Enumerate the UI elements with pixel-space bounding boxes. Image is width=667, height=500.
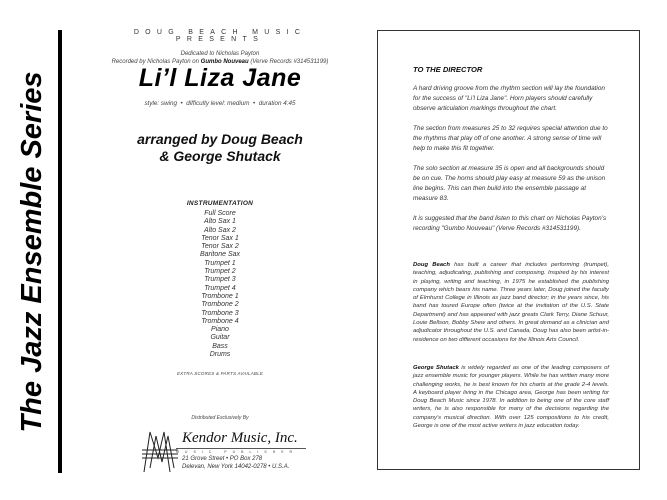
album-name: Gumbo Nouveau xyxy=(200,59,249,65)
bio-text: has built a career that includes performing (trumpet), teaching, adjudicating, publishing and composing. Inspired by his interest in playing, writing and teaching, in 1975 he established the publishing company which bears his name. Three years later, Doug joined the faculty of Elmhurst College in Illinois as jazz band director; in the years since, his band has toured Europe often (twice at the invitation of the U.S. State Department) and has appeared with jazz greats Clark Terry, Diane Schuur, Louie Bellson, Bobby Shew and others. In great demand as a clinician and adjudicator throughout the U.S. and Canada, Doug has also been artist-in-residence on two different occasions for the Illinois Arts Council. xyxy=(413,262,609,343)
distributor-line: Distributed Exclusively By xyxy=(191,415,249,421)
instrument-list xyxy=(90,210,350,359)
instrument-item: Alto Sax 2 xyxy=(204,226,236,234)
instrument-item: Drums xyxy=(209,351,231,359)
instrument-item: Trombone 4 xyxy=(201,317,239,325)
piece-details: style: swing • difficulty level: medium • duration 4:45 xyxy=(144,100,296,107)
instrument-item: Trumpet 1 xyxy=(204,259,236,267)
instrument-item: Trumpet 2 xyxy=(204,268,236,276)
arranger-line-1: arranged by Doug Beach xyxy=(137,131,303,147)
bio-george-shutack xyxy=(413,364,609,430)
publisher-logo xyxy=(140,428,310,474)
kendor-logo-icon xyxy=(140,428,180,474)
instrument-item: Trombone 3 xyxy=(201,309,239,317)
presenter-line: DOUG BEACH MUSIC PRESENTS xyxy=(133,29,307,43)
director-paragraph: It is suggested that the band listen to this chart on Nicholas Payton’s recording "Gumbo Nouveau" (Verve Records #314531199). xyxy=(413,215,607,232)
arranger-credit xyxy=(90,131,350,165)
instrument-item: Guitar xyxy=(210,334,230,342)
recorded-suffix: (Verve Records #314531199) xyxy=(248,59,329,65)
publisher-tagline: MUSIC PUBLISHER xyxy=(176,448,306,454)
publisher-address-2: Delevan, New York 14042-0278 • U.S.A. xyxy=(182,464,290,470)
instrument-item: Tenor Sax 2 xyxy=(201,243,239,251)
recorded-prefix: Recorded by Nicholas Payton on xyxy=(111,59,201,65)
instrument-item: Tenor Sax 1 xyxy=(201,234,239,242)
director-paragraph: The solo section at measure 35 is open and all backgrounds should be on cue. The horns should play easy at measure 59 as the unison line begins. This can then build into the ensemble passage at measure 83. xyxy=(413,165,606,202)
instrumentation-heading: INSTRUMENTATION xyxy=(186,200,254,207)
instrument-item: Baritone Sax xyxy=(199,251,241,259)
arranger-line-2: & George Shutack xyxy=(159,148,281,164)
extra-parts-note: EXTRA SCORES & PARTS AVAILABLE xyxy=(176,371,264,376)
publisher-name: Kendor Music, Inc. xyxy=(182,430,298,446)
instrument-item: Piano xyxy=(211,326,229,334)
bio-doug-beach xyxy=(413,261,609,344)
instrument-item: Trumpet 3 xyxy=(204,276,236,284)
bio-name: Doug Beach xyxy=(413,262,450,268)
instrument-item: Bass xyxy=(212,342,228,350)
instrument-item: Trombone 2 xyxy=(201,301,239,309)
vertical-rule xyxy=(58,30,62,473)
instrument-item: Alto Sax 1 xyxy=(204,218,236,226)
director-paragraph: The section from measures 25 to 32 requires special attention due to the rhythms that play off of one another. A strong sense of time will help to make this fit together. xyxy=(413,125,608,152)
bio-name: George Shutack xyxy=(413,365,459,371)
instrument-item: Full Score xyxy=(204,210,236,217)
dedication: Dedicated to Nicholas Payton xyxy=(180,51,260,57)
bio-text: is widely regarded as one of the leading composers of jazz ensemble music for younger players. While he has written many more challenging works, he is best known for his charts at the grade 2-4 levels. A keyboard player living in the Chicago area, George has been writing for Doug Beach Music since 1978. In addition to being one of the core staff writers, he is also responsible for many of the decisions regarding the company’s musical direction. With over 125 compositions to his credit, George is one of the most active writers in jazz education today. xyxy=(413,365,609,430)
instrument-item: Trumpet 4 xyxy=(204,284,236,292)
series-title: The Jazz Ensemble Series xyxy=(16,71,48,433)
publisher-address-1: 21 Grove Street • PO Box 278 xyxy=(182,456,263,462)
instrument-item: Trombone 1 xyxy=(201,292,239,300)
director-heading: TO THE DIRECTOR xyxy=(413,65,483,74)
piece-title: Li’l Liza Jane xyxy=(138,64,302,92)
director-paragraph: A hard driving groove from the rhythm section will lay the foundation for the success of "Li’l Liza Jane". Horn players should carefully observe articulation markings throughout the chart. xyxy=(413,85,605,112)
